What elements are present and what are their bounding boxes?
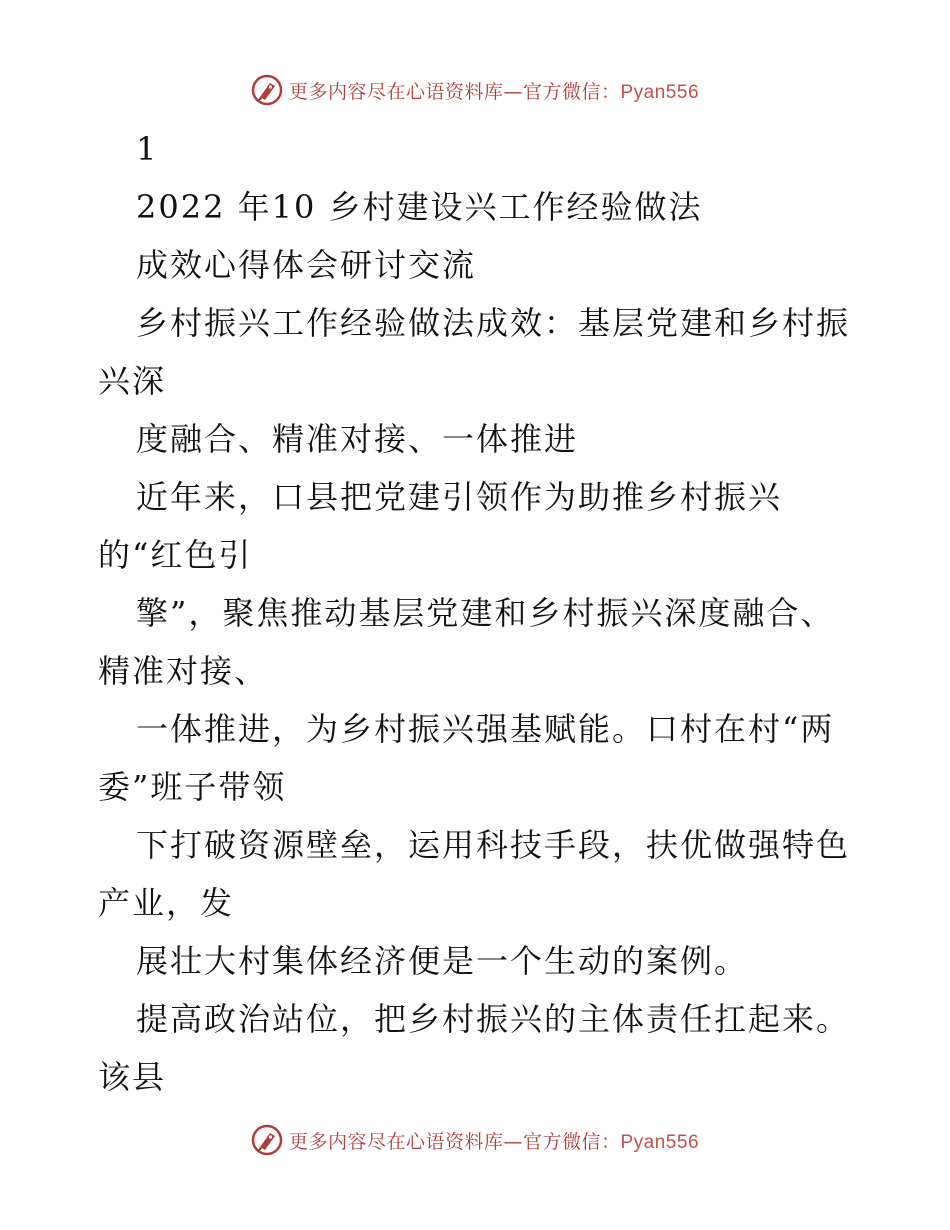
banner-slogan: 更多内容尽在心语资料库—官方微信： <box>288 80 621 103</box>
text-line: 一体推进，为乡村振兴强基赋能。口村在村“两 <box>136 710 835 748</box>
text-line: 精准对接、 <box>98 652 269 690</box>
text-line: 该县 <box>98 1058 167 1096</box>
text-line: 兴深 <box>98 362 167 400</box>
text-line: 的“红色引 <box>98 536 253 574</box>
banner-slogan: 更多内容尽在心语资料库—官方微信： <box>288 1130 621 1153</box>
text-line: 产业，发 <box>98 884 235 922</box>
title-line-2: 成效心得体会研讨交流 <box>136 246 477 284</box>
banner-text <box>289 1127 699 1154</box>
wechat-id: Pyan556 <box>620 1131 700 1153</box>
title-line-1: 2022 年10 乡村建设兴工作经验做法 <box>136 188 703 226</box>
text-line: 擎”，聚焦推动基层党建和乡村振兴深度融合、 <box>136 594 835 632</box>
banner-text <box>289 77 699 104</box>
document-body <box>98 120 858 1106</box>
text-line: 度融合、精准对接、一体推进 <box>136 420 579 458</box>
text-line: 乡村振兴工作经验做法成效：基层党建和乡村振 <box>136 304 851 342</box>
text-line: 委”班子带领 <box>98 768 287 806</box>
pen-nib-logo-icon <box>251 74 283 106</box>
footer-banner <box>0 1120 950 1160</box>
page-number: 1 <box>136 130 159 168</box>
text-line: 下打破资源壁垒，运用科技手段，扶优做强特色 <box>136 826 851 864</box>
text-line: 近年来，口县把党建引领作为助推乡村振兴 <box>136 478 783 516</box>
text-line: 展壮大村集体经济便是一个生动的案例。 <box>136 942 749 980</box>
pen-nib-logo-icon <box>251 1124 283 1156</box>
header-banner <box>0 70 950 110</box>
wechat-id: Pyan556 <box>620 81 700 103</box>
text-line: 提高政治站位，把乡村振兴的主体责任扛起来。 <box>136 1000 851 1038</box>
